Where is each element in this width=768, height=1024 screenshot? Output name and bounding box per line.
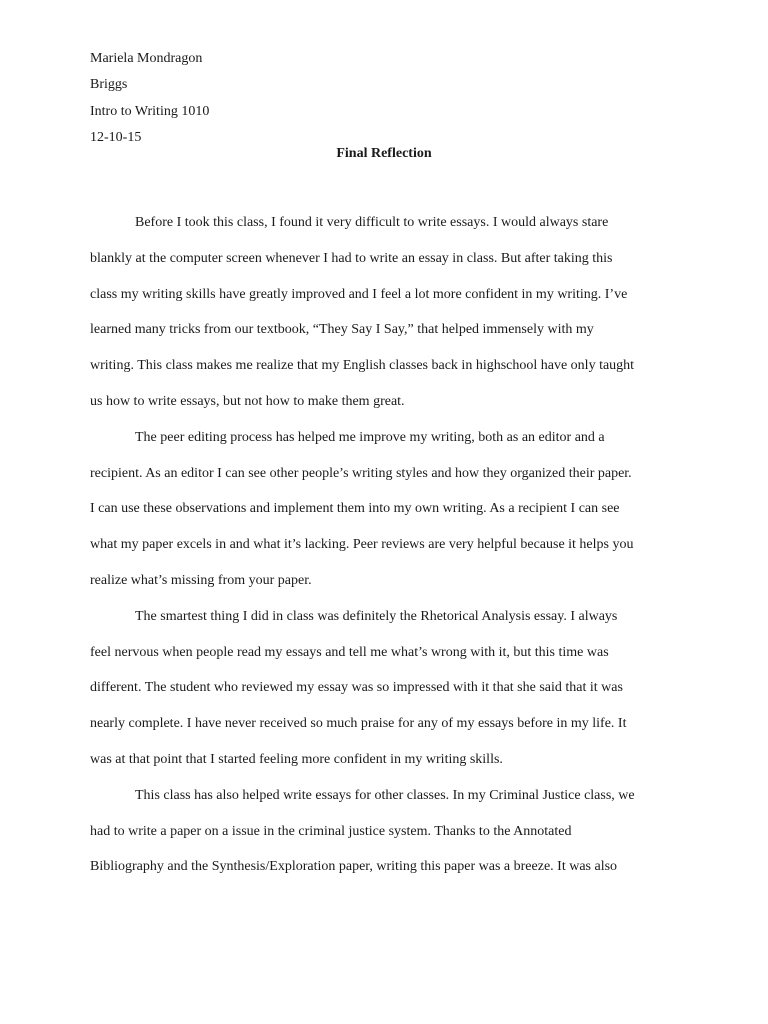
essay-body xyxy=(90,205,690,885)
paragraph-1 xyxy=(90,205,690,420)
heading-block xyxy=(90,46,690,152)
text-line: what my paper excels in and what it’s lacking. Peer reviews are very helpful because it helps you xyxy=(90,537,634,553)
text-line: This class has also helped write essays for other classes. In my Criminal Justice class, we xyxy=(135,787,635,803)
instructor-name: Briggs xyxy=(90,77,128,93)
paragraph-4 xyxy=(90,778,690,885)
text-line: Before I took this class, I found it very difficult to write essays. I would always stare xyxy=(135,215,609,230)
student-name: Mariela Mondragon xyxy=(90,51,203,66)
text-line: The smartest thing I did in class was definitely the Rhetorical Analysis essay. I always xyxy=(135,608,618,624)
text-line: had to write a paper on a issue in the criminal justice system. Thanks to the Annotated xyxy=(90,823,572,839)
paragraph-2 xyxy=(90,420,690,599)
text-line: nearly complete. I have never received so much praise for any of my essays before in my life. It xyxy=(90,716,627,732)
date: 12-10-15 xyxy=(90,130,142,146)
text-line: I can use these observations and implement them into my own writing. As a recipient I can see xyxy=(90,501,620,517)
text-line: Bibliography and the Synthesis/Exploration paper, writing this paper was a breeze. It was also xyxy=(90,859,618,875)
text-line: class my writing skills have greatly improved and I feel a lot more confident in my writing. I’ve xyxy=(90,286,628,302)
text-line: learned many tricks from our textbook, “They Say I Say,” that helped immensely with my xyxy=(90,322,594,338)
text-line: blankly at the computer screen whenever I had to write an essay in class. But after taking this xyxy=(90,250,613,266)
text-line: realize what’s missing from your paper. xyxy=(90,572,312,588)
text-line: writing. This class makes me realize that my English classes back in highschool have only taught xyxy=(90,358,635,374)
document-title: Final Reflection xyxy=(336,146,432,161)
text-line: recipient. As an editor I can see other people’s writing styles and how they organized their paper. xyxy=(90,465,632,481)
paragraph-3 xyxy=(90,599,690,778)
text-line: different. The student who reviewed my essay was so impressed with it that she said that it was xyxy=(90,680,623,696)
text-line: The peer editing process has helped me improve my writing, both as an editor and a xyxy=(135,429,605,445)
text-line: was at that point that I started feeling more confident in my writing skills. xyxy=(90,751,503,767)
course-name: Intro to Writing 1010 xyxy=(90,103,210,119)
text-line: us how to write essays, but not how to make them great. xyxy=(90,393,405,409)
text-line: feel nervous when people read my essays and tell me what’s wrong with it, but this time was xyxy=(90,644,609,660)
